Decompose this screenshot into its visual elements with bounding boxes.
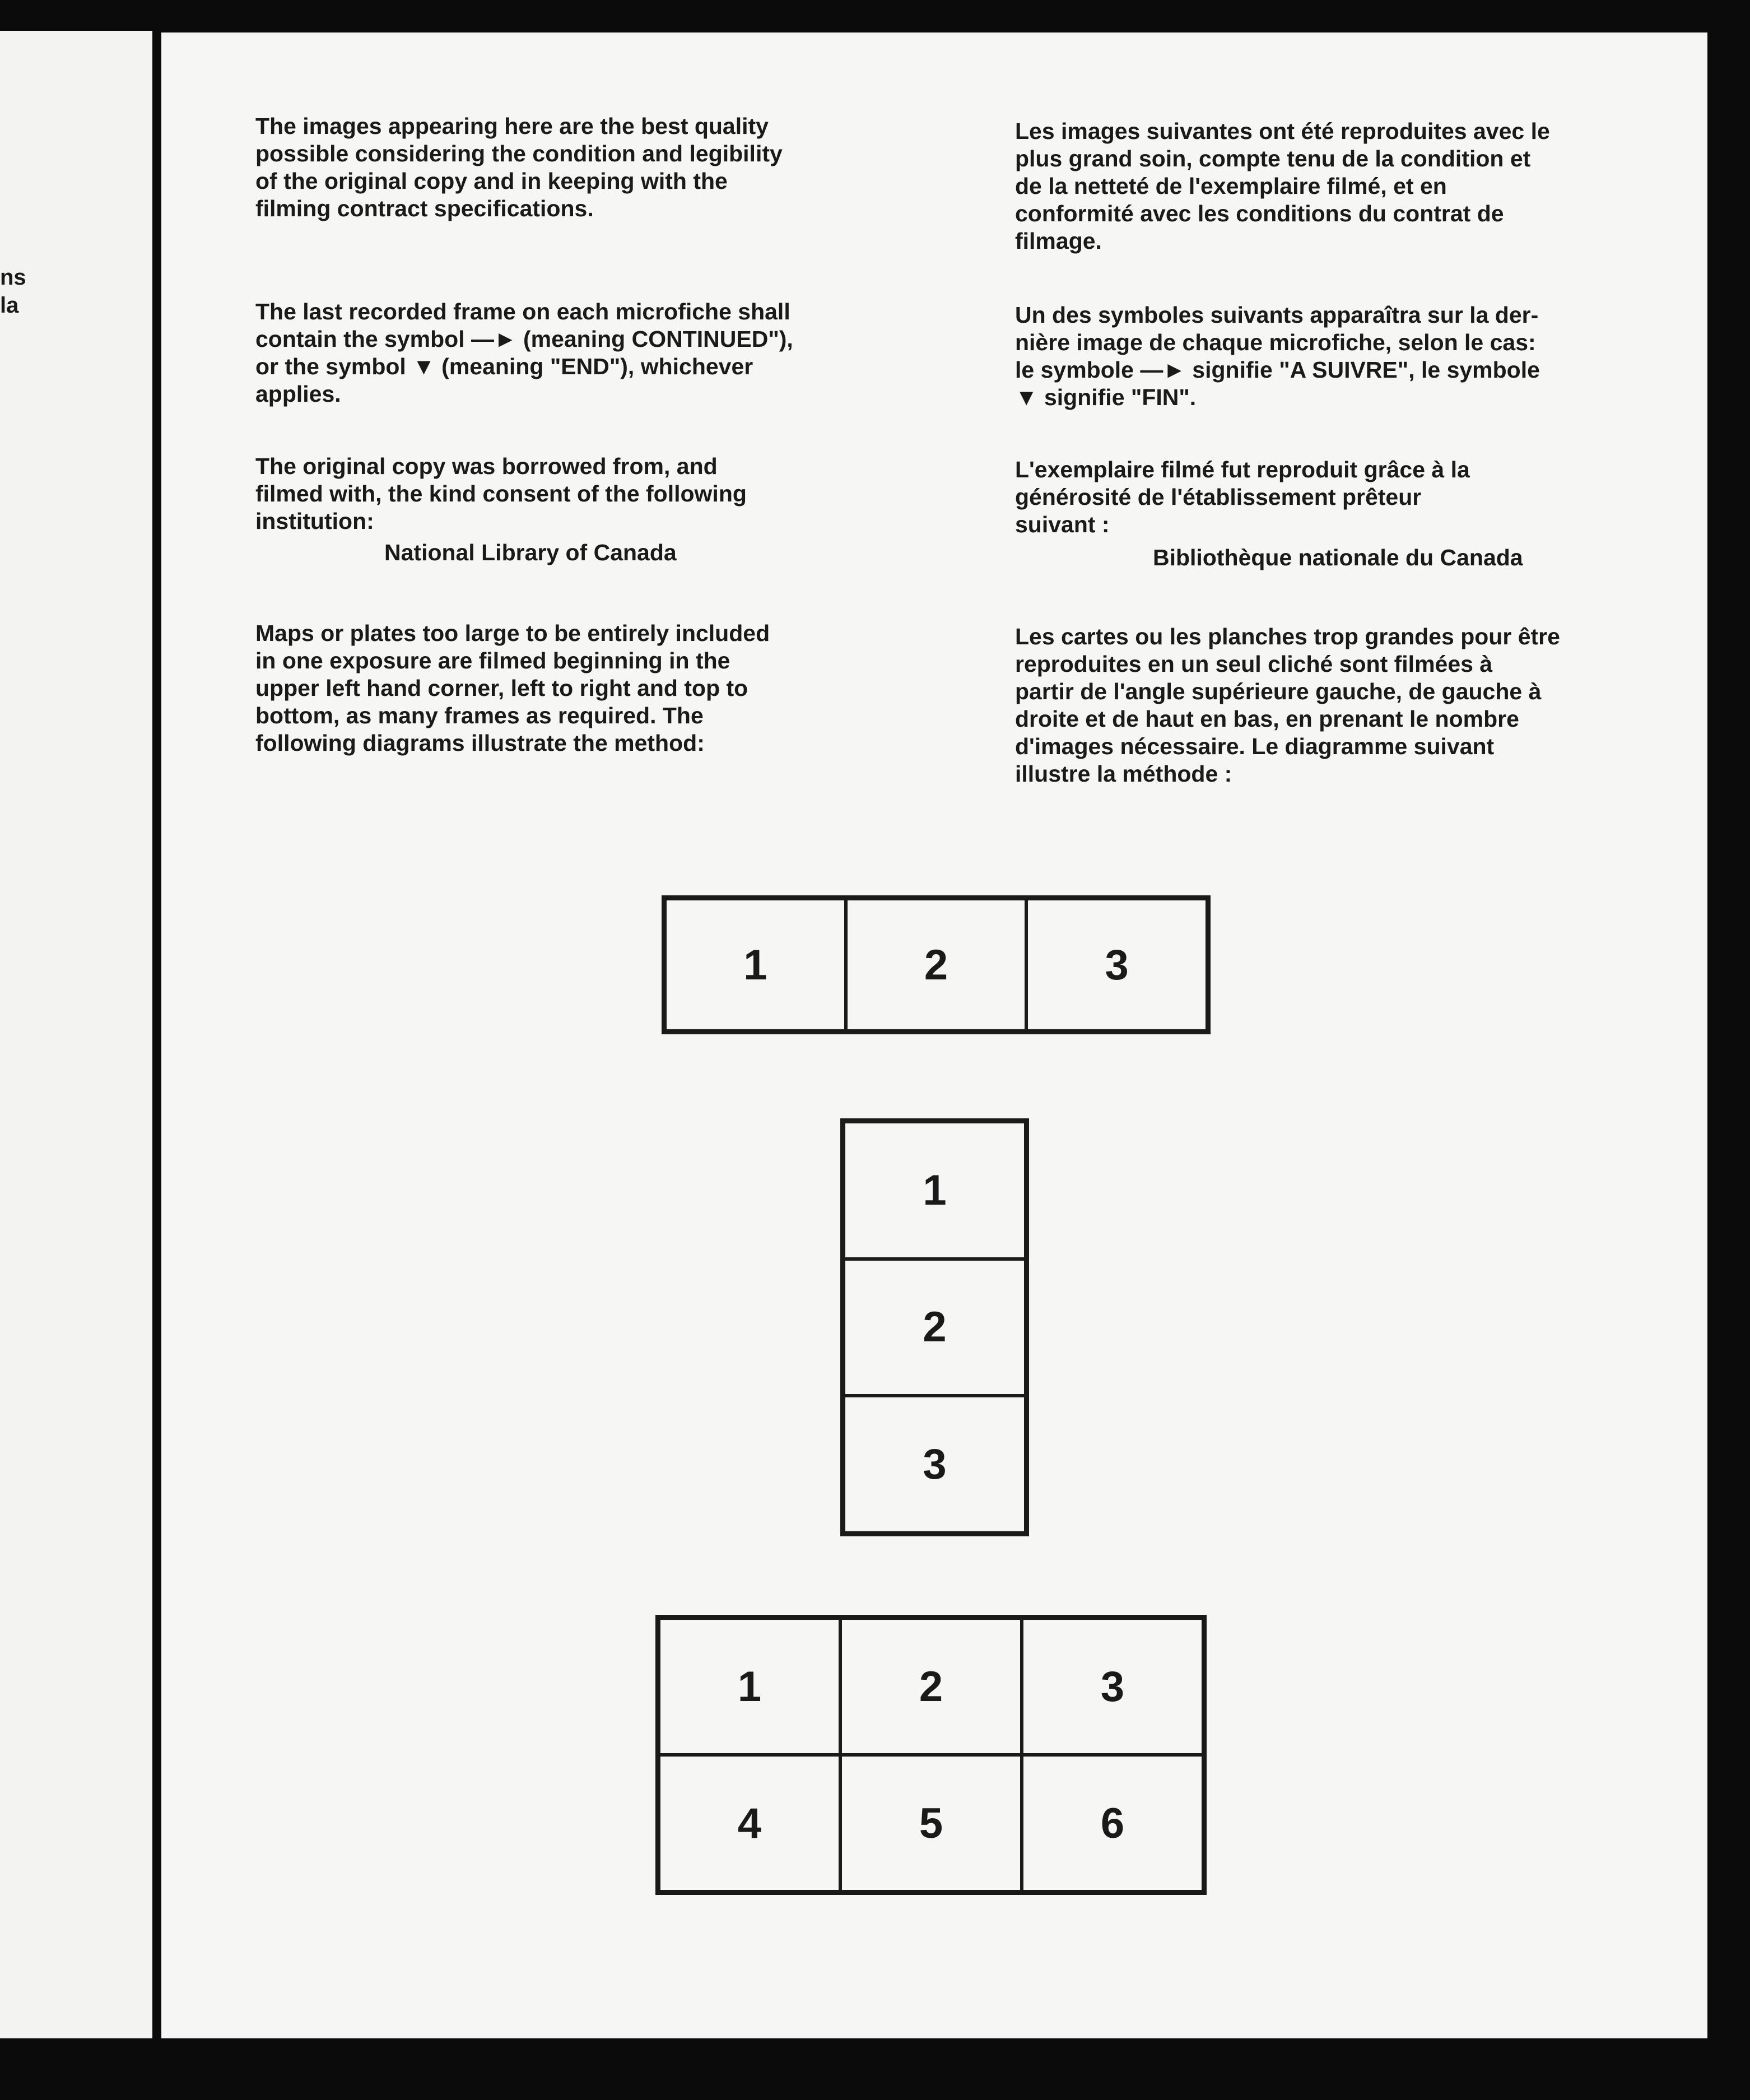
english-paragraph-symbols: The last recorded frame on each microfiche shall contain the symbol —► (meaning CONTINUED"), or the symbol ▼ (meaning "END"), whichever applies.	[255, 299, 793, 407]
french-paragraph-institution: L'exemplaire filmé fut reproduit grâce à la générosité de l'établissement prêteur suivant :	[1015, 457, 1470, 537]
previous-page-line-1: ns	[0, 265, 26, 290]
frame-cell: 2	[844, 1259, 1026, 1396]
french-paragraph-symbols: Un des symboles suivants apparaîtra sur la der- nière image de chaque microfiche, selon le cas: le symbole —► signifie "A SUIVRE", le symbole ▼ signifie "FIN".	[1015, 302, 1540, 410]
diagram-horizontal-frames	[662, 895, 1211, 1034]
diagram-vertical-frames	[840, 1118, 1029, 1536]
french-institution-name: Bibliothèque nationale du Canada	[1153, 545, 1523, 570]
english-institution-name: National Library of Canada	[384, 540, 677, 565]
english-paragraph-institution: The original copy was borrowed from, and filmed with, the kind consent of the following institution:	[255, 453, 747, 534]
french-paragraph-quality: Les images suivantes ont été reproduites avec le plus grand soin, compte tenu de la condition et de la netteté de l'exemplaire filmé, et en conformité avec les conditions du contrat de filmage.	[1015, 118, 1550, 254]
frame-cell: 5	[840, 1755, 1022, 1892]
frame-cell: 1	[844, 1122, 1026, 1259]
document-page	[161, 32, 1707, 2038]
previous-page-line-2: la	[0, 293, 19, 318]
previous-page-edge	[0, 31, 152, 2038]
film-border-bottom	[0, 2038, 1750, 2100]
english-paragraph-quality: The images appearing here are the best quality possible considering the condition and legibility of the original copy and in keeping with the filming contract specifications.	[255, 113, 783, 221]
frame-cell: 2	[840, 1618, 1022, 1755]
page-divider	[152, 0, 161, 2100]
frame-cell: 6	[1022, 1755, 1203, 1892]
frame-cell: 3	[1022, 1618, 1203, 1755]
frame-cell: 3	[1026, 899, 1207, 1031]
frame-cell: 1	[665, 899, 846, 1031]
frame-cell: 3	[844, 1396, 1026, 1533]
diagram-grid-frames	[655, 1615, 1207, 1895]
frame-cell: 2	[846, 899, 1027, 1031]
frame-cell: 4	[659, 1755, 840, 1892]
previous-page-text	[0, 263, 26, 319]
english-paragraph-maps: Maps or plates too large to be entirely included in one exposure are filmed beginning in the upper left hand corner, left to right and top to bottom, as many frames as required. The following diagrams illustrate the method:	[255, 620, 770, 756]
french-paragraph-maps: Les cartes ou les planches trop grandes pour être reproduites en un seul cliché sont filmées à partir de l'angle supérieure gauche, de gauche à droite et de haut en bas, en prenant le nombre d'images nécessaire. Le diagramme suivant illustre la méthode :	[1015, 624, 1560, 787]
frame-cell: 1	[659, 1618, 840, 1755]
